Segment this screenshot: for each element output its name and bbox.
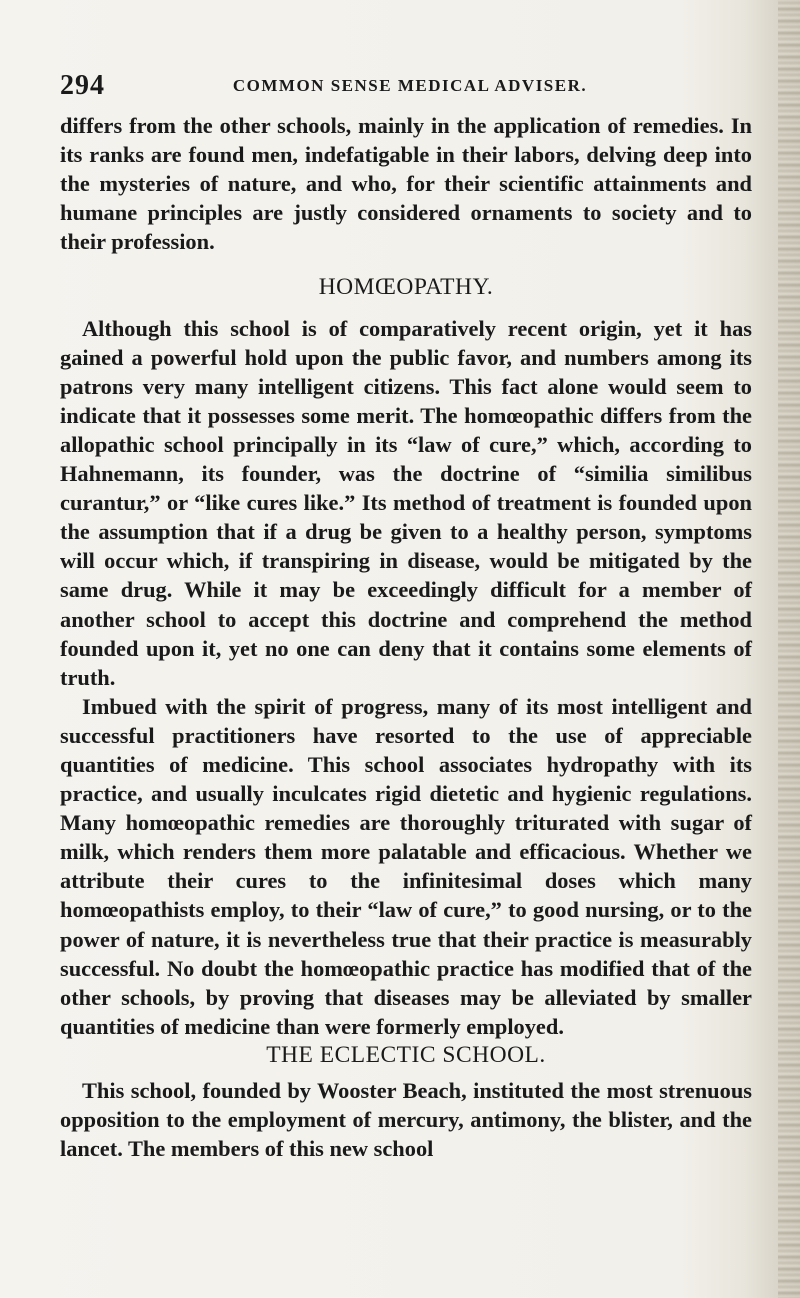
section-heading-homoeopathy: HOMŒOPATHY. <box>318 274 494 301</box>
paragraph-intro: differs from the other schools, mainly in the application of remedies. In its ranks are found men, indefatigable in their labors, delving deep into the mysteries of nature, and who, for their scientific attainments and humane principles are justly considered ornaments to society and to their profession. <box>60 113 752 255</box>
paragraph-eclectic: This school, founded by Wooster Beach, instituted the most strenuous opposition to the employment of mercury, antimony, the blister, and the lancet. The members of this new school <box>60 1078 752 1162</box>
body-text <box>60 111 752 1163</box>
running-head: COMMON SENSE MEDICAL ADVISER. <box>232 76 588 95</box>
section-heading-eclectic: THE ECLECTIC SCHOOL. <box>266 1041 546 1068</box>
paragraph-homoeopathy-2: Imbued with the spirit of progress, many of its most intelligent and successful practitioners have resorted to the use of appreciable quantities of medicine. This school associates hydropathy with its practice, and usually inculcates rigid dietetic and hygienic regulations. Many homœopathic remedies are thoroughly triturated with sugar of milk, which renders them more palatable and efficacious. Whether we attribute their cures to the infinitesimal doses which many homœopathists employ, to their “law of cure,” to good nursing, or to the power of nature, it is nevertheless true that their practice is measurably successful. No doubt the homœopathic practice has modified that of the other schools, by proving that diseases may be alleviated by smaller quantities of medicine than were formerly employed. <box>60 693 752 1039</box>
page-edge <box>778 0 800 1298</box>
page-header <box>60 70 760 100</box>
page-number: 294 <box>60 70 105 101</box>
paragraph-homoeopathy-1: Although this school is of comparatively recent origin, yet it has gained a powerful hold upon the public favor, and numbers among its patrons very many intelligent citizens. This fact alone would seem to indicate that it possesses some merit. The homœopathic differs from the allopathic school principally in its “law of cure,” which, according to Hahnemann, its founder, was the doctrine of “similia similibus curantur,” or “like cures like.” Its method of treatment is founded upon the assumption that if a drug be given to a healthy person, symptoms will occur which, if transpiring in disease, would be mitigated by the same drug. While it may be exceedingly difficult for a member of another school to accept this doctrine and comprehend the method founded upon it, yet no one can deny that it contains some elements of truth. <box>60 315 752 690</box>
